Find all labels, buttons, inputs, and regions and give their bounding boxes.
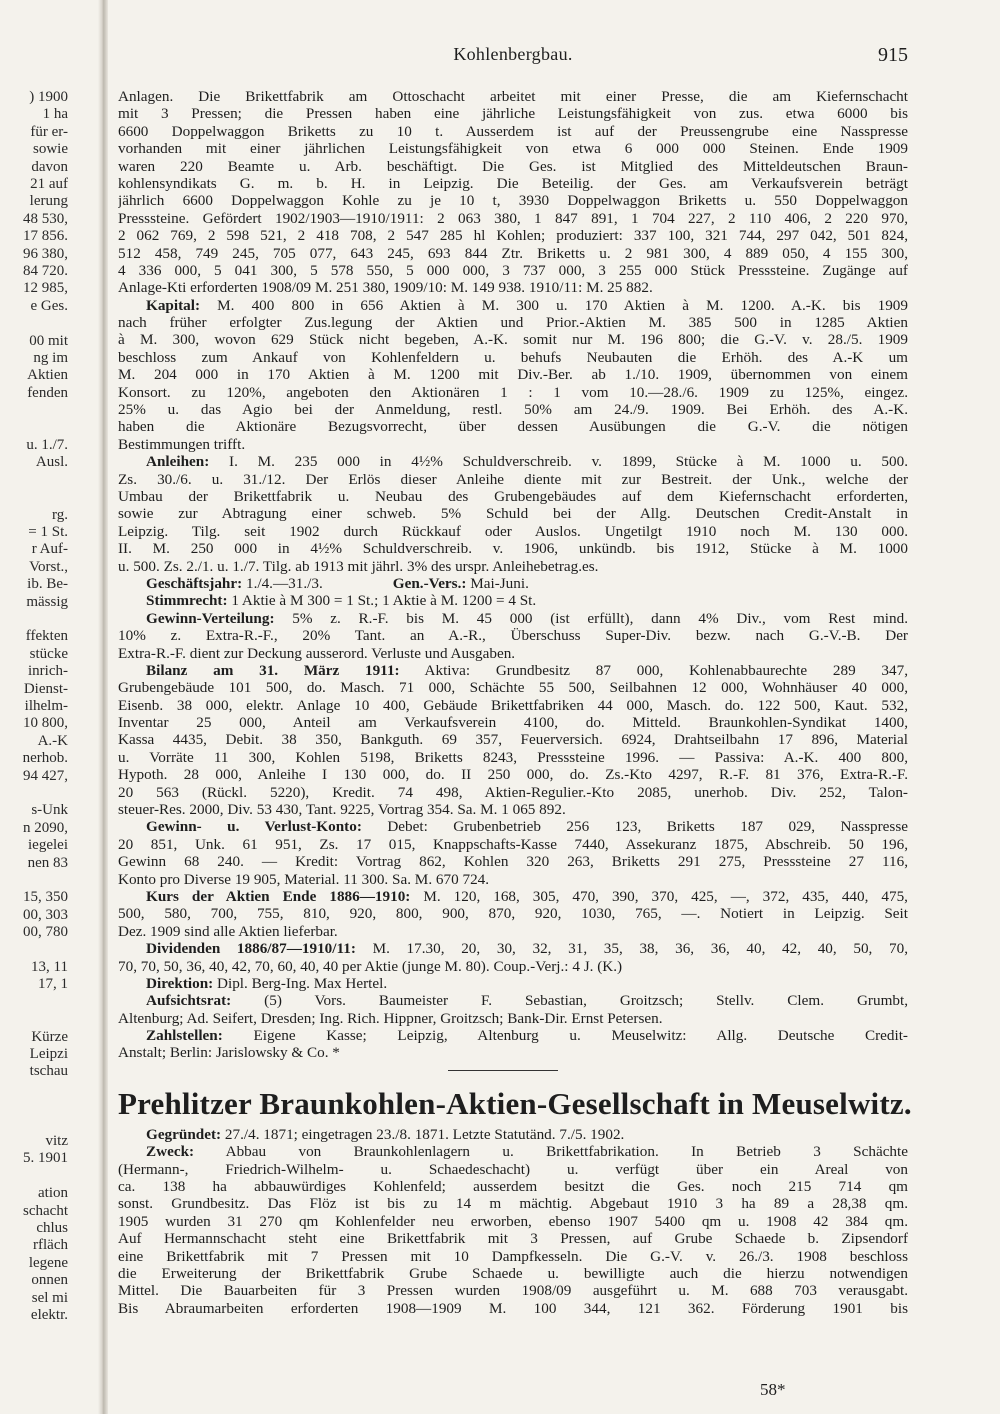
edge-text-fragment: stücke xyxy=(29,645,68,662)
text-line: 10% z. Extra-R.-F., 20% Tant. an A.-R., Überschuss Super-Div. bezw. nach G.-V.-B. Der xyxy=(118,627,908,645)
edge-text-fragment: nen 83 xyxy=(27,854,68,871)
anleihen-section xyxy=(118,453,908,575)
edge-text-fragment: Leipzi xyxy=(29,1046,68,1062)
text-line: Anlagen. Die Brikettfabrik am Ottoschacht arbeitet mit einer Presse, die am Kiefernschacht xyxy=(118,88,908,105)
edge-text-fragment: für er- xyxy=(30,123,68,140)
text-line: jährlich 6600 Doppelwaggon Kohle zu je 10 t, 3930 Doppelwaggon Briketts u. 550 Doppelwaggon xyxy=(118,192,908,210)
edge-text-fragment: elektr. xyxy=(30,1307,68,1323)
anleihen-line-1: Anleihen: I. M. 235 000 in 4½% Schuldverschreib. v. 1899, Stücke à M. 1000 u. 500. xyxy=(146,453,908,471)
edge-text-fragment: ) 1900 xyxy=(29,89,68,105)
text-line: kohlensyndikats G. m. b. H. in Leipzig. Die Beteilig. der Ges. am Verkaufsverein beträgt xyxy=(118,174,908,192)
edge-text-fragment: onnen xyxy=(31,1272,68,1289)
text-line: Leipzig. Tilg. seit 1902 durch Rückkauf oder Auslos. Ungetilgt 1910 noch M. 130 000. xyxy=(118,522,908,540)
text-line: 20 851, Unk. 61 951, Zs. 17 015, Knappschafts-Kasse 7440, Assekuranz 1875, Abschreib. 50 196, xyxy=(118,835,908,853)
edge-text-fragment: rg. xyxy=(52,506,68,523)
edge-text-fragment: nerhob. xyxy=(22,750,68,767)
edge-text-fragment: ffekten xyxy=(25,628,68,645)
edge-text-fragment: 00, 303 xyxy=(23,906,68,923)
text-line: nach früher erfolgter Zus.legung der Aktien und Prior.-Aktien M. 385 500 in 1285 Aktien xyxy=(118,314,908,332)
kapital-label: Kapital: xyxy=(146,296,201,314)
text-line: Gewinn 68 240. — Kredit: Vortrag 862, Kohlen 320 263, Briketts 291 275, Presssteine 27 116, xyxy=(118,853,908,871)
edge-text-fragment: vitz xyxy=(45,1133,68,1149)
page-number: 915 xyxy=(878,44,908,66)
text-line: Konsort. zu 120%, angeboten den Aktionären 1 : 1 vom 10.—28./6. 1909 zu 125%, eingez. xyxy=(118,383,908,401)
edge-text-fragment: mässig xyxy=(26,593,68,610)
text-line: Eisenb. 38 000, elektr. Anlage 10 400, Gebäude Brikettfabriken 44 000, Masch. do. 122 500, Kaut. 532, xyxy=(118,696,908,714)
edge-text-fragment: Ausl. xyxy=(35,454,68,471)
kurs-section: Kurs der Aktien Ende 1886—1910: M. 120, 168, 305, 470, 390, 370, 425, —, 372, 435, 440, 475, 500, 580, 700, 755, 810, 920, 800, 900, 870, 920, 1030, 765, —. Notiert in Leipzig. Seit Dez. 1909 sind alle Aktien lieferbar. xyxy=(118,887,908,940)
text-line: 70, 70, 50, 36, 40, 42, 70, 60, 40, 40 per Aktie (junge M. 80). Coup.-Verj.: 4 J. (K.) xyxy=(118,957,623,975)
text-line: Kassa 4435, Debit. 38 350, Bankguth. 69 357, Feuerversich. 6924, Drahtseilbahn 17 896, Material xyxy=(118,731,908,749)
text-line: 6600 Doppelwaggon Briketts zu 10 t. Ausserdem ist auf der Preussengrube eine Nasspresse xyxy=(118,122,908,140)
edge-text-fragment: 21 auf xyxy=(30,176,68,192)
kapital-section xyxy=(118,297,908,454)
edge-text-fragment: u. 1./7. xyxy=(26,437,68,453)
text-line: Konto pro Diverse 19 905, Material. 11 300. Sa. M. 670 724. xyxy=(118,870,490,888)
edge-text-fragment: chlus xyxy=(36,1220,68,1236)
edge-text-fragment: A.-K xyxy=(37,732,68,749)
text-line: Anlage-Kti erforderten 1908/09 M. 251 380, 1909/10: M. 149 938. 1910/11: M. 25 882. xyxy=(118,279,653,297)
edge-text-fragment: 96 380, xyxy=(23,245,68,262)
edge-text-fragment: schacht xyxy=(23,1202,68,1219)
text-line: sowie zur Abtragung einer schweb. 5% Schuld bei der Allg. Deutschen Credit-Anstalt in xyxy=(118,505,908,523)
edge-text-fragment: Kürze xyxy=(31,1028,68,1045)
text-line: haben die Aktionäre Bezugsvorrecht, über dessen Ausübungen die G.-V. die nötigen xyxy=(118,418,908,436)
edge-text-fragment: 17, 1 xyxy=(38,976,68,993)
text-line: 4 336 000, 5 041 300, 5 578 550, 5 000 000, 3 737 000, 3 255 000 Stück Presssteine. Zugänge auf xyxy=(118,261,908,279)
stimmrecht-line: Stimmrecht: 1 Aktie à M 300 = 1 St.; 1 Aktie à M. 1200 = 4 St. xyxy=(146,592,537,610)
edge-text-fragment: e Ges. xyxy=(30,297,68,314)
text-line: 25% u. das Agio bei der Anmeldung, restl. 50% am 24./9. 1909. Bei Erhöh. des A.-K. xyxy=(118,401,908,419)
running-head xyxy=(118,44,908,74)
direktion-line: Direktion: Dipl. Berg-Ing. Max Hertel. xyxy=(146,974,388,992)
edge-text-fragment: ation xyxy=(38,1185,68,1202)
edge-text-fragment: = 1 St. xyxy=(28,524,68,540)
dividenden-section: Dividenden 1886/87—1910/11: M. 17.30, 20, 30, 32, 31, 35, 38, 36, 36, 40, 42, 40, 50, 70, 70, 70, 50, 36, 40, 42, 70, 60, 40, 40 per Aktie (junge M. 80). Coup.-Verj.: 4 J. (K.) xyxy=(118,940,908,975)
kapital-line-1: Kapital: M. 400 800 in 656 Aktien à M. 300 u. 170 Aktien à M. 1200. A.-K. bis 1909 xyxy=(146,296,908,314)
binding-shadow xyxy=(98,0,108,1414)
aufsichtsrat-section: Aufsichtsrat: (5) Vors. Baumeister F. Sebastian, Groitzsch; Stellv. Clem. Grumbt, Altenburg; Ad. Seifert, Dresden; Ing. Rich. Hippner, Groitzsch; Bank-Dir. Ernst Petersen. xyxy=(118,992,908,1027)
edge-text-fragment: sel mi xyxy=(31,1289,68,1306)
gegruendet-line: Gegründet: 27./4. 1871; eingetragen 23./8. 1871. Letzte Statutänd. 7./5. 1902. xyxy=(146,1125,625,1143)
text-line: eine Brikettfabrik mit 7 Pressen mit 10 Dampfkesseln. Die G.-V. v. 26./3. 1908 beschloss xyxy=(118,1247,908,1265)
text-line: die Erweiterung der Brikettfabrik Grube Schaede u. bewilligte auch die hierzu notwendigen xyxy=(118,1265,908,1282)
text-line: Altenburg; Ad. Seifert, Dresden; Ing. Rich. Hippner, Groitzsch; Bank-Dir. Ernst Petersen. xyxy=(118,1009,663,1027)
text-line: Mittel. Die Bauarbeiten für 3 Pressen wurden 1908/09 ausgeführt u. M. 688 703 verausgabt. xyxy=(118,1282,908,1300)
text-line: 2 062 769, 2 598 521, 2 418 708, 2 547 285 hl Kohlen; produziert: 337 100, 321 744, 297 042, 501 824, xyxy=(118,227,908,245)
text-line: Hypoth. 28 000, Anleihe I 130 000, do. II 250 000, do. Zs.-Kto 4297, R.-F. 81 376, Extra-R.-F. xyxy=(118,766,908,784)
text-line: Zs. 30./6. u. 31./12. Der Erlös dieser Anleihe diente mit zur Bestreit. der Unk., welche der xyxy=(118,470,908,488)
edge-text-fragment: 1 ha xyxy=(42,106,68,123)
zahlstellen-section: Zahlstellen: Eigene Kasse; Leipzig, Altenburg u. Meuselwitz: Allg. Deutsche Credit- Anstalt; Berlin: Jarislowsky & Co. * xyxy=(118,1027,908,1062)
text-line: u. Vorräte 11 300, Kohlen 5198, Briketts 8243, Presssteine 1996. — Passiva: A.-K. 400 800, xyxy=(118,748,908,766)
text-line: (Hermann-, Friedrich-Wilhelm- u. Schaedeschacht) u. verfügt über ein Areal von xyxy=(118,1160,908,1178)
intro-paragraph xyxy=(118,88,908,297)
text-line: II. M. 250 000 in 4½% Schuldverschreib. v. 1906, unkündb. bis 1912, Stücke à M. 1000 xyxy=(118,540,908,558)
edge-text-fragment: Aktien xyxy=(27,367,68,384)
text-line: steuer-Res. 2000, Div. 53 430, Tant. 9225, Vortrag 354. Sa. M. 1 065 892. xyxy=(118,801,566,819)
gewinn-verteilung-section: Gewinn-Verteilung: 5% z. R.-F. bis M. 45 000 (ist erfüllt), dann 4% Div., vom Rest mind. 10% z. Extra-R.-F., 20% Tant. an A.-R., Überschuss Super-Div. bezw. nach G.-V.-B. Der Extra-R.-F. dient zur Deckung ausserord. Verluste und Ausgaben. xyxy=(118,609,908,662)
edge-text-fragment: davon xyxy=(31,158,68,175)
edge-text-fragment: 13, 11 xyxy=(31,959,68,975)
edge-text-fragment: tschau xyxy=(29,1063,68,1080)
text-line: Bestimmungen trifft. xyxy=(118,435,246,453)
text-line: M. 204 000 in 170 Aktien à M. 1200 mit Div.-Ber. ab 1./10. 1909, übernommen von einem xyxy=(118,366,908,384)
text-line: Presssteine. Gefördert 1902/1903—1910/1911: 2 063 380, 1 847 891, 1 704 227, 2 110 406, 2 220 970, xyxy=(118,209,908,227)
edge-text-fragment: ng im xyxy=(33,350,68,366)
edge-text-fragment: 94 427, xyxy=(23,767,68,784)
edge-text-fragment: rfläch xyxy=(33,1237,68,1254)
bilanz-section: Bilanz am 31. März 1911: Aktiva: Grundbesitz 87 000, Kohlenabbaurechte 289 347, Grubengebäude 101 500, do. Masch. 71 000, Schächte 55 500, Seilbahnen 12 000, Wohnhäuser 40 000, Eisenb. 38 000, elektr. Anlage 10 400, Gebäude Brikettfabriken 44 000, Masch. do. 122 500, Kaut. 532, Inventar 25 000, Anteil am Verkaufsverein 4100, do. Mitteld. Braunkohlen-Syndikat 1400, Kassa 4435, Debit. 38 350, Bankguth. 69 357, Feuerversich. 6924, Drahtseilbahn 17 896, Material u. Vorräte 11 300, Kohlen 5198, Briketts 8243, Presssteine 1996. — Passiva: A.-K. 400 800, Hypoth. 28 000, Anleihe I 130 000, do. II 250 000, do. Zs.-Kto 4297, R.-F. 81 376, Extra-R.-F. 20 563 (Rückl. 5220), Kredit. 74 498, Aktien-Regulier.-Kto 2085, unerhob. Div. 252, Talon- steuer-Res. 2000, Div. 53 430, Tant. 9225, Vortrag 354. Sa. M. 1 065 892. xyxy=(118,661,908,819)
edge-text-fragment: 10 800, xyxy=(23,715,68,732)
edge-text-fragment: 5. 1901 xyxy=(23,1150,68,1167)
signature-mark: 58* xyxy=(760,1380,786,1399)
gewinn-verlust-section: Gewinn- u. Verlust-Konto: Debet: Grubenbetrieb 256 123, Briketts 187 029, Nasspresse 20 851, Unk. 61 951, Zs. 17 015, Knappschafts-Kasse 7440, Assekuranz 1875, Abschreib. 50 196, Gewinn 68 240. — Kredit: Vortrag 862, Kohlen 320 263, Briketts 291 275, Presssteine 27 116, Konto pro Diverse 19 905, Material. 11 300. Sa. M. 670 724. xyxy=(118,818,908,888)
edge-text-fragment: iegelei xyxy=(28,837,68,854)
text-line: 512 458, 749 245, 705 077, 643 245, 693 844 Ztr. Briketts u. 2 981 300, 4 889 050, 4 155 300, xyxy=(118,244,908,262)
edge-text-fragment: lerung xyxy=(29,193,68,210)
text-line: 500, 580, 700, 755, 810, 920, 800, 900, 870, 920, 1030, 765, —. Notiert in Leipzig. Seit xyxy=(118,905,908,923)
edge-text-fragment: inrich- xyxy=(28,663,68,680)
text-line: waren 220 Beamte u. Arb. beschäftigt. Die Ges. ist Mitglied des Mitteldeutschen Braun- xyxy=(118,157,908,175)
edge-text-fragment: 00, 780 xyxy=(23,924,68,941)
page-title: Kohlenbergbau. xyxy=(453,44,573,64)
edge-text-fragment: Vorst., xyxy=(29,558,68,575)
text-line: ca. 138 ha abbauwürdiges Kohlenfeld; ausserdem besitzt die Ges. noch 215 714 qm xyxy=(118,1178,908,1196)
text-line: beschloss zum Ankauf von Kohlenfeldern u. behufs Neubauten die Erhöh. des A.-K um xyxy=(118,348,908,366)
edge-text-fragment: legene xyxy=(28,1254,68,1271)
company-heading: Prehlitzer Braunkohlen-Aktien-Gesellschaft in Meuselwitz. xyxy=(118,1085,912,1121)
text-line: Grubengebäude 101 500, do. Masch. 71 000, Schächte 55 500, Seilbahnen 12 000, Wohnhäuser 40 000, xyxy=(118,679,908,697)
edge-text-fragment: 12 985, xyxy=(23,280,68,297)
text-line: Umbau der Brikettfabrik u. Neubau des Grubengebäudes auf dem Kiefernschacht erforderten, xyxy=(118,487,908,505)
text-line: Anstalt; Berlin: Jarislowsky & Co. * xyxy=(118,1044,340,1062)
anleihen-label: Anleihen: xyxy=(146,453,210,471)
edge-text-fragment: fenden xyxy=(27,384,68,401)
edge-text-fragment: 48 530, xyxy=(23,210,68,227)
edge-text-fragment: 84 720. xyxy=(23,263,68,279)
text-line: vorhanden mit einer jährlichen Leistungsfähigkeit von etwa 6 000 000 Steinen. Ende 1909 xyxy=(118,140,908,158)
text-line: 1905 wurden 31 270 qm Kohlenfelder neu erworben, ebenso 1907 5400 qm u. 1908 42 384 qm. xyxy=(118,1212,908,1230)
edge-text-fragment: 17 856. xyxy=(23,228,68,245)
text-line: u. 500. Zs. 2./1. u. 1./7. Tilg. ab 1913 mit jährl. 3% des urspr. Anleihebetrag.es. xyxy=(118,557,599,575)
text-line: Auf Hermannschacht steht eine Brikettfabrik mit 3 Pressen, auf Grube Schaede b. Zipsendorf xyxy=(118,1230,908,1248)
text-line: mit 3 Pressen; die Pressen haben eine jährliche Leistungsfähigkeit von zus. etwa 6000 bis xyxy=(118,105,908,123)
edge-text-fragment: ib. Be- xyxy=(27,576,68,593)
edge-text-fragment: 15, 350 xyxy=(23,889,68,906)
geschaeftsjahr-line: Geschäftsjahr: 1./4.—31./3. Gen.-Vers.: Mai-Juni. xyxy=(146,574,529,592)
edge-text-fragment: sowie xyxy=(33,141,68,158)
edge-text-fragment: 00 mit xyxy=(29,332,68,349)
section-divider xyxy=(118,1062,908,1080)
text-line: à M. 300, wovon 629 Stück nicht begeben, A.-K. somit nur M. 196 800; die G.-V. v. 28./5. 1909 xyxy=(118,331,908,349)
text-line: Inventar 25 000, Anteil am Verkaufsverein 4100, do. Mitteld. Braunkohlen-Syndikat 1400, xyxy=(118,714,908,732)
edge-text-fragment: r Auf- xyxy=(31,541,68,558)
main-column xyxy=(118,88,912,1317)
text-line: Dez. 1909 sind alle Aktien lieferbar. xyxy=(118,922,338,940)
edge-text-fragment: ilhelm- xyxy=(24,698,68,714)
text-line: Extra-R.-F. dient zur Deckung ausserord. Verluste und Ausgaben. xyxy=(118,644,516,662)
edge-text-fragment: n 2090, xyxy=(23,819,68,836)
zweck-section: Zweck: Abbau von Braunkohlenlagern u. Brikettfabrikation. In Betrieb 3 Schächte (Hermann-, Friedrich-Wilhelm- u. Schaedeschacht) u. verfügt über ein Areal von ca. 138 ha abbauwürdiges Kohlenfeld; ausserdem besitzt die Ges. noch 215 714 qm sonst. Grundbesitz. Das Flöz ist bis zu 14 m mächtig. Abgebaut 1910 3 ha 89 a 28,38 qm. 1905 wurden 31 270 qm Kohlenfelder neu erworben, ebenso 1907 5400 qm u. 1908 42 384 qm. Auf Hermannschacht steht eine Brikettfabrik mit 3 Pressen, auf Grube Schaede b. Zipsendorf eine Brikettfabrik mit 7 Pressen mit 10 Dampfkesseln. Die G.-V. v. 26./3. 1908 beschloss die Erweiterung der Brikettfabrik Grube Schaede u. bewilligte auch die hierzu notwendigen Mittel. Die Bauarbeiten für 3 Pressen wurden 1908/09 ausgeführt u. M. 688 703 verausgabt. Bis Abraumarbeiten erforderten 1908—1909 M. 100 344, 121 362. Förderung 1901 bis xyxy=(118,1143,908,1317)
edge-text-fragment: Dienst- xyxy=(23,680,68,697)
text-line: sonst. Grundbesitz. Das Flöz ist bis zu 14 m mächtig. Abgebaut 1910 3 ha 89 a 28,38 qm. xyxy=(118,1195,908,1213)
text-line: 20 563 (Rückl. 5220), Kredit. 74 498, Aktien-Regulier.-Kto 2085, unerhob. Div. 252, Talon- xyxy=(118,783,908,801)
text-line: Bis Abraumarbeiten erforderten 1908—1909 M. 100 344, 121 362. Förderung 1901 bis xyxy=(118,1299,908,1317)
edge-text-fragment: s-Unk xyxy=(31,802,68,819)
